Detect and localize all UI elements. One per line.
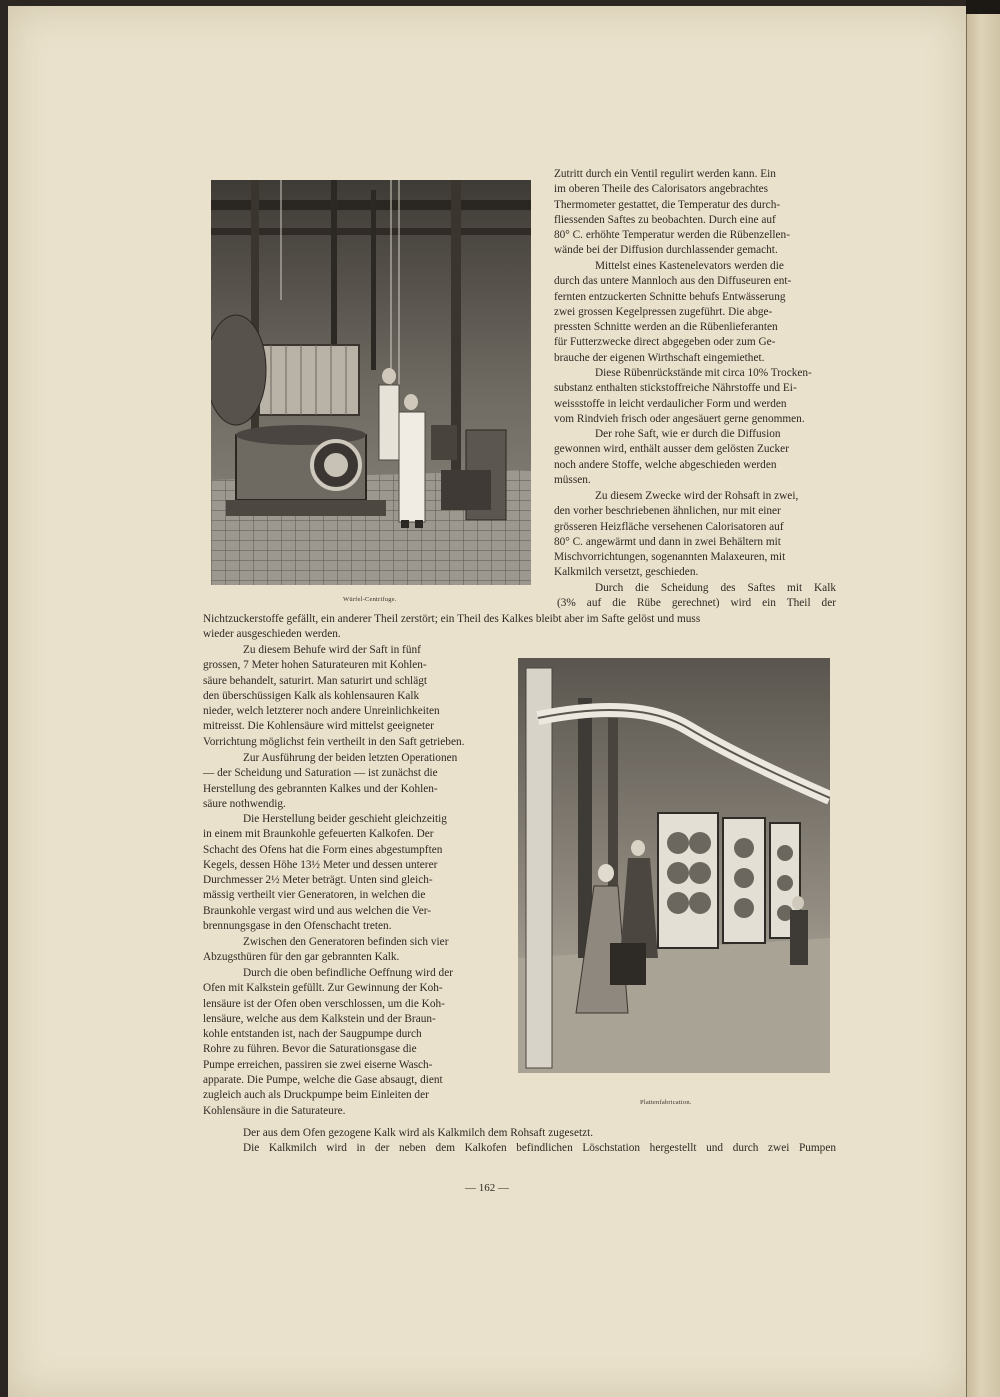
text-line: Mittelst eines Kastenelevators werden die <box>595 260 784 272</box>
text-line: (3% auf die Rübe gerechnet) wird ein Theil der <box>557 597 836 610</box>
text-line: mässig vertheilt vier Generatoren, in welchen die <box>203 889 426 902</box>
paragraph-ausfuhrung <box>203 751 501 812</box>
text-line: Durch die oben befindliche Oeffnung wird der <box>243 967 453 979</box>
text-line: pressten Schnitte werden an die Rübenlieferanten <box>554 321 778 334</box>
page-number: — 162 — <box>465 1182 509 1194</box>
text-line: Kalkmilch versetzt, geschieden. <box>554 566 699 579</box>
text-line: durch das untere Mannloch aus den Diffuseuren ent- <box>554 275 792 288</box>
paragraph-rohe-saft <box>554 427 836 488</box>
adjacent-page-edge <box>966 14 1000 1397</box>
text-line: noch andere Stoffe, welche abgeschieden werden <box>554 458 777 471</box>
figure-caption-plattenfabrication: Plattenfabrication. <box>640 1099 692 1106</box>
text-line: säure behandelt, saturirt. Man saturirt und schlägt <box>203 674 427 687</box>
book-edge-dark <box>966 0 1000 14</box>
text-line: vom Rindvieh frisch oder angesäuert gerne genommen. <box>554 412 805 425</box>
centrifuge-engraving-image <box>211 180 531 585</box>
paragraph-oeffnung <box>203 966 501 1119</box>
paragraph-rubenruckstande <box>554 366 836 427</box>
text-line: apparate. Die Pumpe, welche die Gase absaugt, dient <box>203 1074 443 1087</box>
text-line: mitreisst. Die Kohlensäure wird mittelst geeigneter <box>203 720 434 733</box>
text-line: säure nothwendig. <box>203 797 286 810</box>
paragraph-saturateuren <box>203 643 501 750</box>
text-line: in einem mit Braunkohle gefeuerten Kalkofen. Der <box>203 828 434 841</box>
text-line: grossen, 7 Meter hohen Saturateuren mit Kohlen- <box>203 659 427 672</box>
text-line: im oberen Theile des Calorisators angebrachtes <box>554 183 769 196</box>
text-line: Diese Rübenrückstände mit circa 10% Trocken- <box>595 367 812 379</box>
text-line: Rohre zu führen. Bevor die Saturationsgase die <box>203 1043 417 1056</box>
text-line: für Futterzwecke direct abgegeben oder zum Ge- <box>554 336 776 349</box>
text-line: Schacht des Ofens hat die Form eines abgestumpften <box>203 843 443 856</box>
paragraph-kalkmilch <box>203 1126 836 1141</box>
text-line: Abzugsthüren für den gar gebrannten Kalk. <box>203 951 400 964</box>
text-line: Der rohe Saft, wie er durch die Diffusion <box>595 428 781 440</box>
text-line: Herstellung des gebrannten Kalkes und der Kohlen- <box>203 782 438 795</box>
paragraph-generatoren <box>203 935 501 966</box>
text-line: Durchmesser 2½ Meter beträgt. Unten sind gleich- <box>203 874 433 887</box>
text-line: nieder, welch letzterer noch andere Unreinlichkeiten <box>203 705 440 718</box>
text-line: Zu diesem Behufe wird der Saft in fünf <box>243 644 421 656</box>
book-page <box>8 6 966 1397</box>
paragraph-kastenelevator <box>554 259 836 366</box>
text-line: kohle entstanden ist, nach der Saugpumpe durch <box>203 1028 422 1041</box>
figure-caption-centrifuge: Würfel-Centrifuge. <box>343 596 397 603</box>
text-line: Durch die Scheidung des Saftes mit Kalk <box>595 582 836 594</box>
text-line: substanz enthalten stickstoffreiche Nährstoffe und Ei- <box>554 382 797 395</box>
text-line: zugleich auch als Druckpumpe beim Einleiten der <box>203 1089 429 1102</box>
text-line: zwei grossen Kegelpressen zugeführt. Die abge- <box>554 305 773 318</box>
text-line: Ofen mit Kalkstein gefüllt. Zur Gewinnung der Koh- <box>203 982 443 995</box>
text-line: Die Kalkmilch wird in der neben dem Kalkofen befindlichen Löschstation hergestellt und durch zwei Pumpen <box>243 1142 836 1154</box>
text-line: Braunkohle vergast wird und aus welchen die Ver- <box>203 904 432 917</box>
text-line: Vorrichtung möglichst fein vertheilt in den Saft getrieben. <box>203 735 465 748</box>
paragraph-calorisator-end <box>554 167 836 259</box>
text-line: den überschüssigen Kalk als kohlensauren Kalk <box>203 689 420 702</box>
paragraph-full-width-continuation <box>203 612 836 643</box>
text-line: fernten entzuckerten Schnitte behufs Entwässerung <box>554 290 786 303</box>
paragraph-zu-diesem-zwecke <box>554 489 836 581</box>
text-line: grösseren Heizfläche versehenen Calorisatoren auf <box>554 520 784 533</box>
figure-centrifuge-illustration <box>211 180 531 585</box>
text-line: wieder ausgeschieden werden. <box>203 628 341 641</box>
text-line: Mischvorrichtungen, sogenannten Malaxeuren, mit <box>554 551 786 564</box>
text-line: fliessenden Saftes zu beobachten. Durch eine auf <box>554 213 776 226</box>
text-line: Zutritt durch ein Ventil regulirt werden kann. Ein <box>554 168 776 180</box>
text-line: Zu diesem Zwecke wird der Rohsaft in zwei, <box>595 490 799 502</box>
text-line: den vorher beschriebenen ähnlichen, nur mit einer <box>554 505 781 518</box>
figure-plattenfabrication-illustration <box>518 658 830 1073</box>
text-line: Nichtzuckerstoffe gefällt, ein anderer Theil zerstört; ein Theil des Kalkes bleibt aber im Safte gelöst und muss <box>203 613 701 625</box>
paragraph-kalkofen <box>203 812 501 934</box>
paragraph-loschstation <box>203 1141 836 1156</box>
paragraph-scheidung <box>554 581 836 612</box>
text-line: Thermometer gestattet, die Temperatur des durch- <box>554 198 781 211</box>
text-line: wände bei der Diffusion durchlassender gemacht. <box>554 244 778 257</box>
text-line: brauche der eigenen Wirthschaft eingemiethet. <box>554 351 765 364</box>
text-line: lensäure, welche aus dem Kalkstein und der Braun- <box>203 1012 436 1025</box>
text-line: Pumpe erreichen, passiren sie zwei eiserne Wasch- <box>203 1058 433 1071</box>
text-line: brennungsgase in den Ofenschacht treten. <box>203 920 392 933</box>
text-line: 80° C. erhöhte Temperatur werden die Rübenzellen- <box>554 229 790 242</box>
text-line: Zwischen den Generatoren befinden sich vier <box>243 936 449 948</box>
text-line: Kegels, dessen Höhe 13½ Meter und dessen unterer <box>203 858 438 871</box>
text-line: Zur Ausführung der beiden letzten Operationen <box>243 752 458 764</box>
text-line: müssen. <box>554 473 591 486</box>
text-line: Die Herstellung beider geschieht gleichzeitig <box>243 813 447 825</box>
text-line: gewonnen wird, enthält ausser dem gelösten Zucker <box>554 443 789 456</box>
text-line: 80° C. angewärmt und dann in zwei Behältern mit <box>554 535 781 548</box>
text-line: weissstoffe in leicht verdaulicher Form und werden <box>554 397 787 410</box>
text-line: Der aus dem Ofen gezogene Kalk wird als Kalkmilch dem Rohsaft zugesetzt. <box>243 1127 594 1139</box>
text-line: Kohlensäure in die Saturateure. <box>203 1104 346 1117</box>
plattenfabrication-engraving-image <box>518 658 830 1073</box>
text-line: lensäure ist der Ofen oben verschlossen, um die Koh- <box>203 997 445 1010</box>
text-line: — der Scheidung und Saturation — ist zunächst die <box>203 767 438 780</box>
